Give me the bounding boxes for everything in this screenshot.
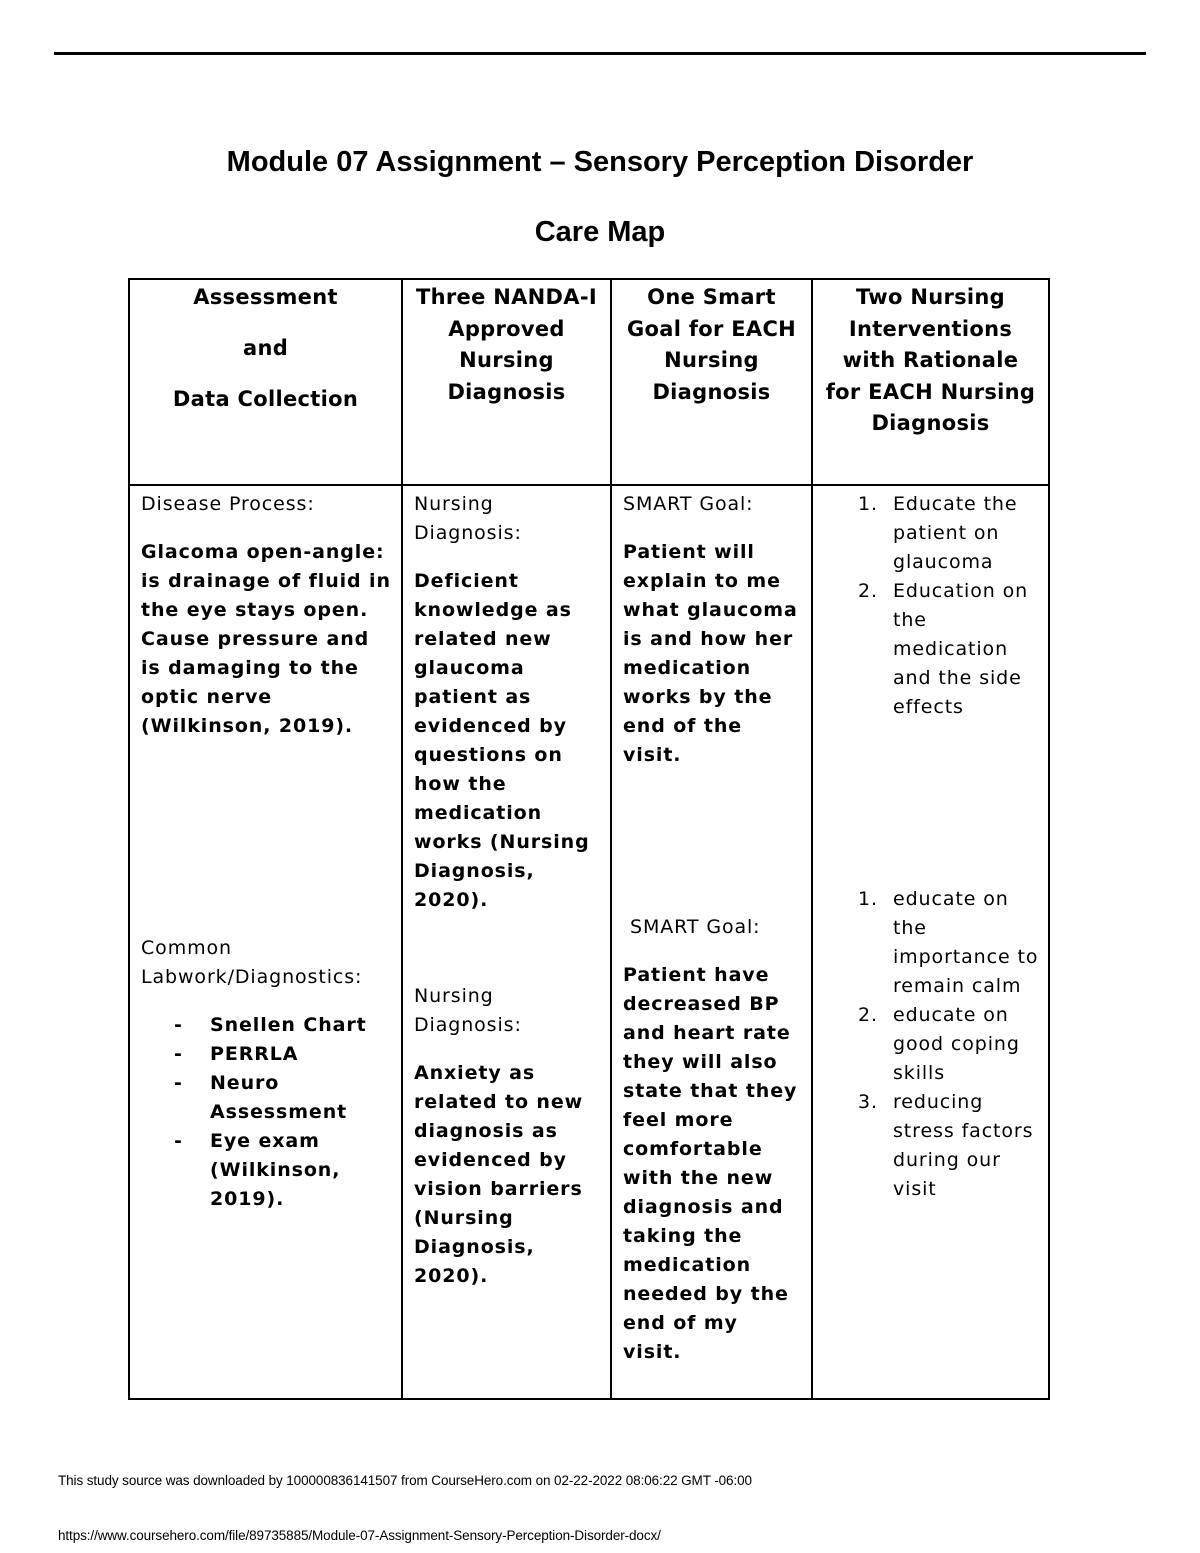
list-item: - Neuro Assessment bbox=[141, 1069, 393, 1127]
header-goal: One Smart Goal for EACH Nursing Diagnosis bbox=[611, 279, 812, 485]
list-item: - Eye exam (Wilkinson, 2019). bbox=[141, 1127, 393, 1214]
source-url[interactable]: https://www.coursehero.com/file/89735885/Module-07-Assignment-Sensory-Perception-Disorder-docx/ bbox=[58, 1528, 661, 1543]
diagnosis-label: Nursing Diagnosis: bbox=[414, 493, 522, 544]
disease-process-text: Glacoma open-angle: is drainage of fluid in the eye stays open. Cause pressure and is damaging to the optic nerve (Wilkinson, 2019). bbox=[141, 541, 391, 737]
goal-cell bbox=[611, 485, 812, 1399]
document-title: Module 07 Assignment – Sensory Perception Disorder bbox=[226, 146, 974, 178]
smart-goal-text: Patient will explain to me what glaucoma is and how her medication works by the end of the visit. bbox=[623, 541, 798, 766]
list-item: 1. educate on the importance to remain calm bbox=[858, 888, 1039, 997]
header-interventions: Two Nursing Interventions with Rationale for EACH Nursing Diagnosis bbox=[812, 279, 1049, 485]
diagnosis-cell bbox=[402, 485, 611, 1399]
intervention-list bbox=[813, 885, 1040, 1204]
list-item: 1. Educate the patient on glaucoma bbox=[858, 493, 1018, 573]
header-assessment: Assessment and Data Collection bbox=[129, 279, 402, 485]
care-map-table bbox=[128, 278, 1050, 1400]
list-item: - Snellen Chart bbox=[141, 1011, 393, 1040]
intervention-list bbox=[813, 490, 1040, 722]
diagnosis-text: Deficient knowledge as related new glaucoma patient as evidenced by questions on how the medication works (Nursing Diagnosis, 2020). bbox=[414, 570, 590, 911]
download-note: This study source was downloaded by 100000836141507 from CourseHero.com on 02-22-2022 08:06:22 GMT -06:00 bbox=[58, 1473, 752, 1488]
list-item: - PERRLA bbox=[141, 1040, 393, 1069]
list-item: 2. Education on the medication and the side effects bbox=[858, 580, 1029, 718]
diagnosis-text: Anxiety as related to new diagnosis as evidenced by vision barriers (Nursing Diagnosis, 2020). bbox=[414, 1062, 584, 1287]
document-subtitle: Care Map bbox=[534, 216, 666, 248]
assessment-cell bbox=[129, 485, 402, 1399]
header-diagnosis: Three NANDA-I Approved Nursing Diagnosis bbox=[402, 279, 611, 485]
smart-goal-label: SMART Goal: bbox=[623, 493, 754, 515]
smart-goal-label: SMART Goal: bbox=[630, 916, 761, 938]
diagnosis-label: Nursing Diagnosis: bbox=[414, 985, 522, 1036]
smart-goal-text: Patient have decreased BP and heart rate they will also state that they feel more comfortable with the new diagnosis and taking the medication needed by the end of my visit. bbox=[623, 964, 798, 1363]
header-row bbox=[129, 279, 1049, 485]
list-item: 3. reducing stress factors during our visit bbox=[858, 1091, 1034, 1200]
labwork-label: Common Labwork/Diagnostics: bbox=[141, 937, 363, 988]
labwork-list bbox=[141, 1011, 393, 1214]
disease-process-label: Disease Process: bbox=[141, 493, 315, 515]
list-item: 2. educate on good coping skills bbox=[858, 1004, 1020, 1084]
content-row bbox=[129, 485, 1049, 1399]
interventions-cell bbox=[812, 485, 1049, 1399]
header-rule bbox=[54, 52, 1146, 55]
